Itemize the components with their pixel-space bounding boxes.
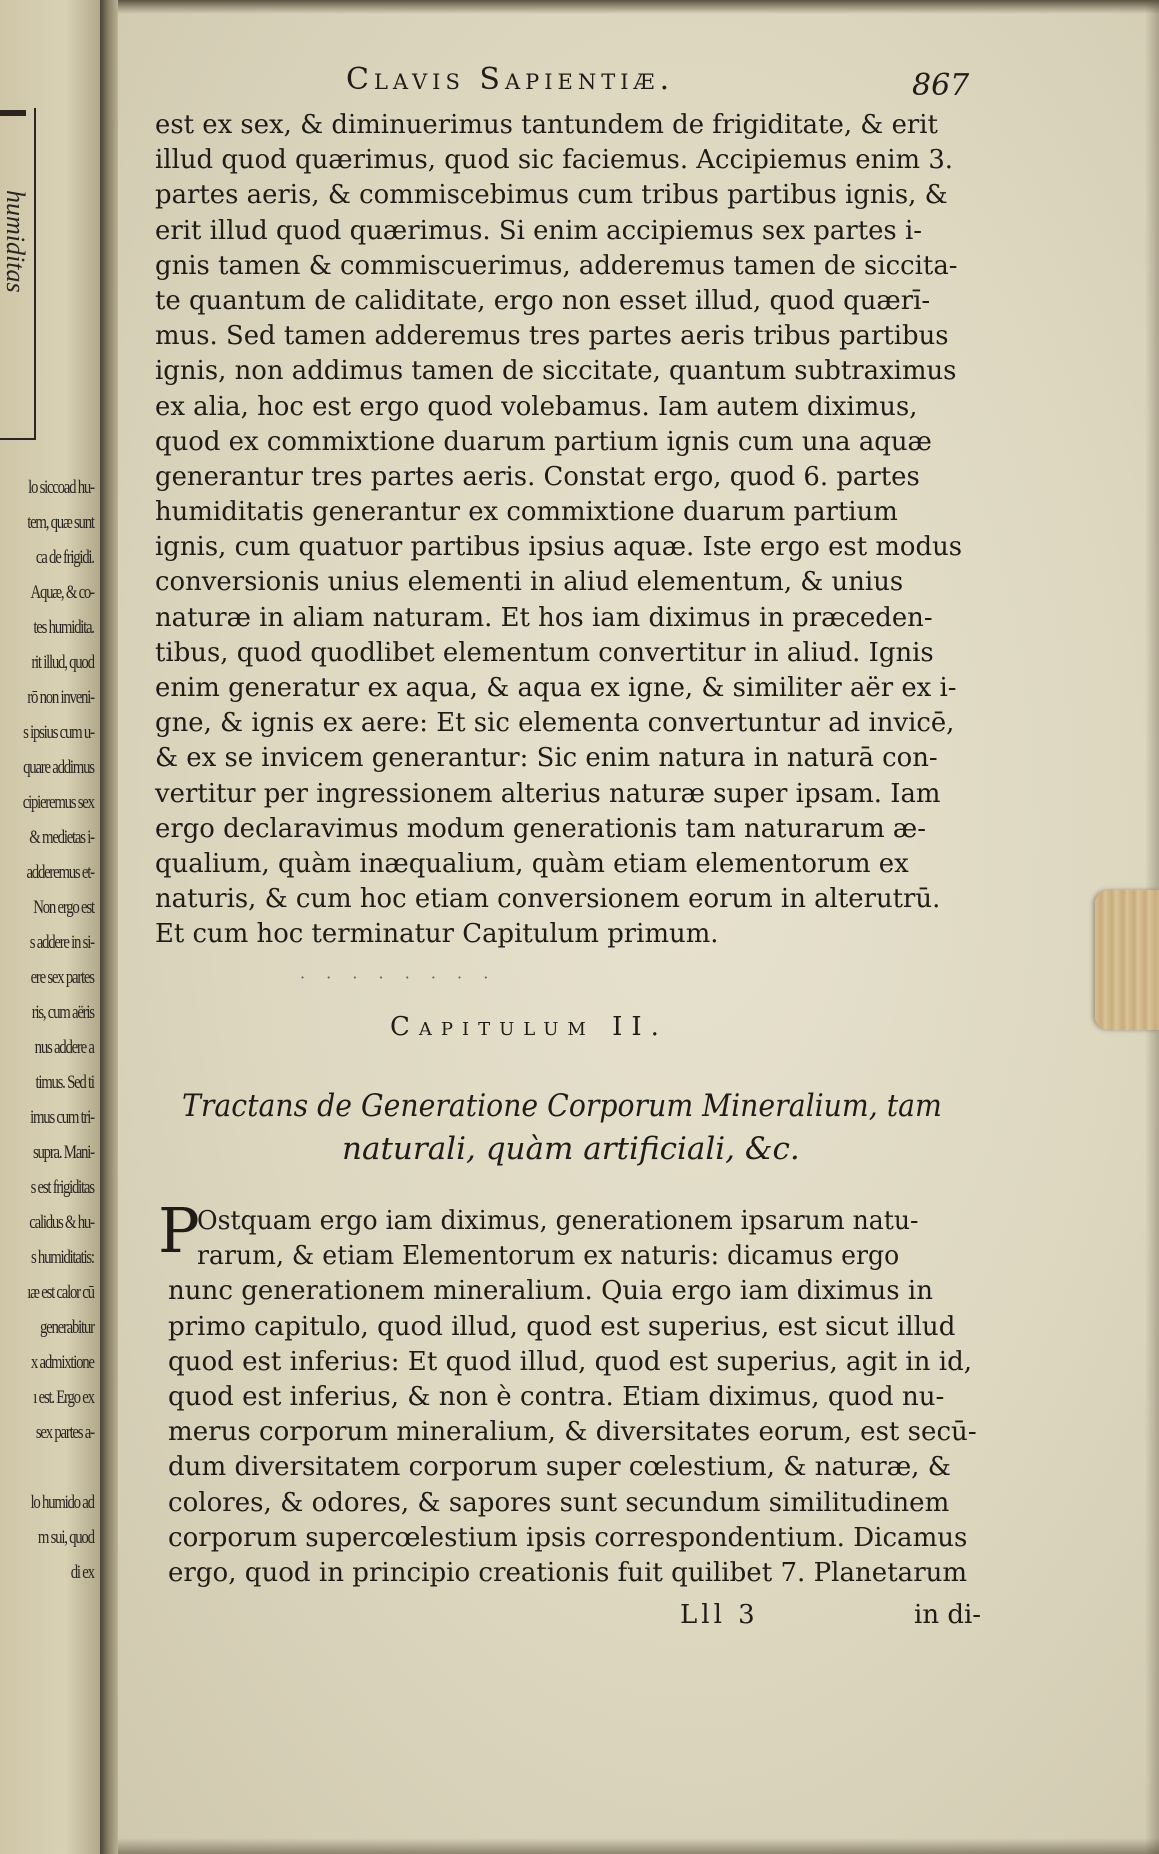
text-line: ergo declaravimus modum generationis tam naturarum æ- [155,813,926,844]
signature-mark: Lll 3 [680,1600,759,1630]
text-line: s est frigiditas [30,1177,94,1198]
text-line: dum diversitatem corporum super cœlestium, & naturæ, & [168,1452,951,1483]
text-line: s humiditatis: [30,1247,94,1268]
text-line: cipieremus sex [22,792,94,813]
text-line: s addere in si- [29,932,94,953]
running-head: Clavis Sapientiæ. [346,62,675,97]
text-line: rō non inveni- [27,687,94,708]
text-line: enim generatur ex aqua, & aqua ex igne, & similiter aër ex i- [155,673,957,703]
text-line: conversionis unius elementi in aliud elementum, & unius [155,567,904,598]
text-line: supra. Mani- [33,1142,94,1163]
text-line: calidus & hu- [29,1212,94,1233]
text-line: di ex [70,1562,94,1583]
text-line: s ipsius cum u- [23,722,94,743]
text-line: qualium, quàm inæqualium, quàm etiam elementorum ex [155,848,909,879]
text-line: ca de frigidi. [35,547,94,568]
text-line: partes aeris, & commiscebimus cum tribus partibus ignis, & [155,180,948,211]
left-page-vertical-text: humiditas [1,190,30,293]
text-line: & medietas i- [29,827,94,848]
page-bottom-shadow [118,1838,1159,1854]
text-line: m sui, quod [37,1527,94,1548]
text-line: timus. Sed ti [35,1072,94,1093]
text-line: ıæ est calor cū [27,1282,94,1303]
bookmark-tab [1095,890,1159,1030]
text-line: quare addimus [23,757,94,778]
text-line: mus. Sed tamen adderemus tres partes aeris tribus partibus [155,321,949,352]
text-line [22,1450,100,1485]
page-top-edge [118,0,1159,14]
text-line: erit illud quod quærimus. Si enim accipiemus sex partes i- [155,215,922,246]
page-number: 867 [912,68,970,103]
text-line: merus corporum mineralium, & diversitates eorum, est secū- [168,1417,977,1448]
chapter-heading: Capitulum II. [390,1012,668,1042]
text-line: sex partes a- [35,1422,94,1443]
text-line: humiditatis generantur ex commixtione duarum partium [155,497,898,528]
text-line: quod est inferius: Et quod illud, quod est superius, agit in id, [168,1346,973,1377]
text-line: rarum, & etiam Elementorum ex naturis: dicamus ergo [196,1241,900,1272]
text-line: ignis, cum quatuor partibus ipsius aquæ. Iste ergo est modus [155,532,963,563]
text-line: adderemus et- [26,862,94,883]
text-line: nunc generationem mineralium. Quia ergo iam diximus in [168,1276,934,1307]
text-line: tibus, quod quodlibet elementum convertitur in aliud. Ignis [155,637,934,668]
text-line: rit illud, quod [31,652,94,673]
catchword: in di- [914,1600,982,1630]
ink-smudge: · · · · · · · · [300,968,497,987]
text-line: gne, & ignis ex aere: Et sic elementa convertuntur ad invicē, [155,708,955,739]
text-line: Aquæ, & co- [30,582,94,603]
text-line: Non ergo est [33,897,94,918]
text-line: ı est. Ergo ex [33,1387,94,1408]
text-line: primo capitulo, quod illud, quod est superius, est sicut illud [168,1311,956,1342]
text-line: corporum supercœlestium ipsis correspondentium. Dicamus [168,1522,968,1553]
left-page-text-fragments [0,470,100,1590]
text-line: vertitur per ingressionem alterius naturæ super ipsam. Iam [155,778,941,809]
text-line: tem, quæ sunt [27,512,94,533]
text-line: generabitur [40,1317,94,1338]
text-line: ris, cum aëris [31,1002,94,1023]
text-line: quod ex commixtione duarum partium ignis cum una aquæ [155,426,932,457]
text-line: generantur tres partes aeris. Constat ergo, quod 6. partes [155,461,920,492]
text-line: te quantum de caliditate, ergo non esset illud, quod quærī- [155,285,931,316]
text-line: lo siccoad hu- [28,477,94,498]
body-text-first [155,108,970,953]
drop-capital: P [158,1194,200,1267]
text-line: naturis, & cum hoc etiam conversionem eorum in alterutrū. [155,884,941,915]
chapter-subtitle-line-1: Tractans de Generatione Corporum Mineralium, tam [182,1088,942,1124]
text-line: imus cum tri- [30,1107,94,1128]
text-line: tes humidita. [33,617,94,638]
chapter-subtitle-line-2: naturali, quàm artificiali, &c. [342,1131,800,1167]
text-line: naturæ in aliam naturam. Et hos iam diximus in præceden- [155,602,933,633]
text-line: Et cum hoc terminatur Capitulum primum. [155,919,719,950]
text-line: x admixtione [30,1352,94,1373]
text-line: ex alia, hoc est ergo quod volebamus. Iam autem diximus, [155,391,918,422]
text-line: illud quod quærimus, quod sic faciemus. Accipiemus enim 3. [155,145,954,176]
text-line: quod est inferius, & non è contra. Etiam diximus, quod nu- [168,1381,945,1412]
text-line: ergo, quod in principio creationis fuit quilibet 7. Planetarum [168,1557,968,1588]
text-line: colores, & odores, & sapores sunt secundum similitudinem [168,1487,950,1518]
body-text-second [168,1204,988,1591]
text-line: & ex se invicem generantur: Sic enim natura in naturā con- [155,743,938,774]
text-line: lo humido ad [30,1492,94,1513]
text-line: Ostquam ergo iam diximus, generationem ipsarum natu- [196,1206,919,1236]
text-line: est ex sex, & diminuerimus tantundem de frigiditate, & erit [155,110,938,140]
text-line: ere sex partes [30,967,94,988]
left-page-edge [0,0,108,1854]
text-line: ignis, non addimus tamen de siccitate, quantum subtraximus [155,356,957,387]
text-line: nus addere a [34,1037,94,1058]
text-line: gnis tamen & commiscuerimus, adderemus tamen de siccita- [155,250,958,281]
